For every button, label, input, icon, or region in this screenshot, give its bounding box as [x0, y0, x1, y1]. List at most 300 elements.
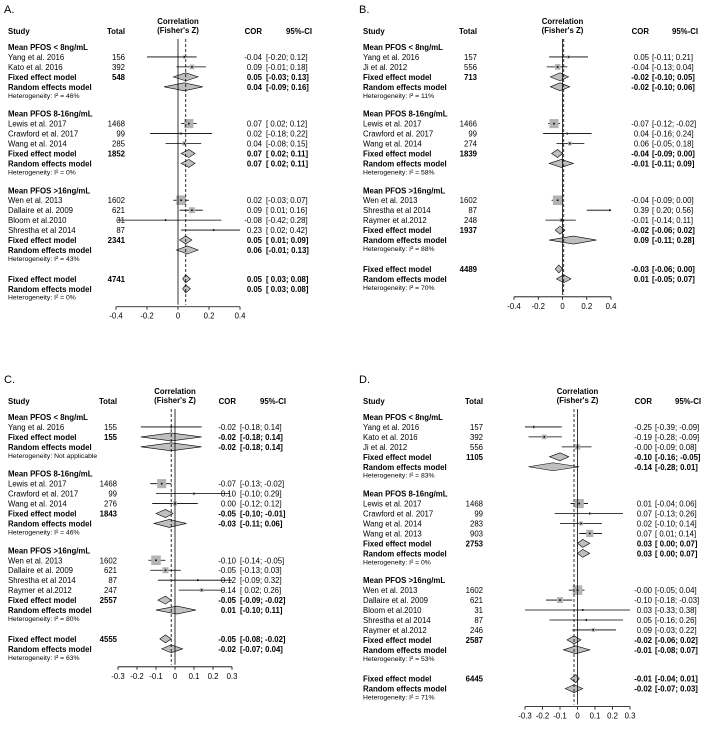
- overall-fixed-effect-cor: -0.05: [218, 634, 236, 644]
- study-point: [553, 123, 555, 125]
- header-total: Total: [458, 27, 477, 36]
- subgroup-heterogeneity: Heterogeneity: I² = 46%: [8, 529, 80, 537]
- study-cor: 0.10: [220, 489, 236, 499]
- header-ci: 95%-CI: [260, 397, 286, 406]
- subgroup-random-effects-cor: -0.02: [218, 442, 236, 452]
- subgroup-random-effects-ci: [-0.11; 0.28]: [652, 236, 695, 246]
- forest-plot-a-svg: [0, 0, 354, 369]
- subgroup-fixed-effect-total: 2341: [107, 236, 125, 246]
- subgroup-fixed-effect-total: 155: [103, 432, 117, 442]
- study-cor: -0.10: [634, 596, 652, 606]
- study-cor: 0.07: [246, 119, 262, 129]
- study-total: 99: [474, 509, 483, 519]
- study-ci: [-0.10; 0.29]: [240, 489, 282, 499]
- study-cor: -0.05: [218, 566, 236, 576]
- study-cor: -0.08: [244, 216, 262, 226]
- study-point: [589, 533, 591, 535]
- study-total: 87: [468, 206, 477, 216]
- study-total: 285: [111, 139, 125, 149]
- x-tick-label: 0: [560, 301, 565, 311]
- study-cor: -0.02: [218, 422, 236, 432]
- study-total: 99: [116, 129, 125, 139]
- x-tick-label: -0.3: [518, 711, 532, 721]
- subgroup-title: Mean PFOS 8-16ng/mL: [8, 469, 93, 479]
- study-name: Lewis et al. 2017: [363, 499, 422, 509]
- header-total: Total: [106, 27, 125, 36]
- subgroup-random-effects-diamond: [564, 646, 590, 654]
- study-name: Crawford et al. 2017: [8, 129, 79, 139]
- study-ci: [-0.33; 0.38]: [655, 606, 697, 616]
- x-tick-label: 0.1: [188, 671, 200, 681]
- subgroup-random-effects-ci: [-0.11; 0.06]: [240, 519, 283, 529]
- study-name: Shrestha et al 2014: [8, 576, 76, 586]
- x-tick-label: 0.3: [226, 671, 238, 681]
- study-name: Yang et al. 2016: [363, 422, 420, 432]
- study-total: 1602: [99, 556, 117, 566]
- panel-label: A.: [4, 4, 15, 16]
- study-total: 556: [463, 62, 477, 72]
- study-name: Yang et al. 2016: [363, 52, 420, 62]
- study-point: [165, 569, 167, 571]
- subgroup-random-effects-ci: [-0.11; 0.09]: [652, 159, 695, 169]
- study-name: Wang et al. 2013: [363, 529, 422, 539]
- study-ci: [-0.09; 0.08]: [655, 442, 697, 452]
- study-name: Kato et al. 2016: [8, 62, 63, 72]
- study-point: [557, 66, 559, 68]
- study-ci: [-0.13; -0.02]: [240, 479, 285, 489]
- study-total: 156: [111, 52, 125, 62]
- subgroup-random-effects-cor: 0.04: [246, 82, 262, 92]
- study-total: 1602: [107, 196, 125, 206]
- header-study: Study: [8, 27, 30, 36]
- header-total: Total: [98, 397, 117, 406]
- subgroup-fixed-effect-diamond: [550, 73, 568, 81]
- overall-fixed-effect-total: 6445: [465, 674, 483, 684]
- x-tick-label: 0.4: [234, 311, 246, 321]
- subgroup-random-effects-cor: 0.09: [633, 236, 649, 246]
- study-total: 621: [103, 566, 117, 576]
- overall-fixed-effect-total: 4489: [459, 264, 477, 274]
- header-fishers-z: (Fisher's Z): [154, 396, 196, 405]
- x-tick-label: -0.1: [149, 671, 163, 681]
- subgroup-fixed-effect-cor: 0.03: [636, 539, 652, 549]
- subgroup-title: Mean PFOS >16ng/mL: [8, 186, 91, 196]
- subgroup-random-effects-cor: -0.02: [631, 82, 649, 92]
- subgroup-fixed-effect-ci: [ 0.01; 0.09]: [266, 236, 309, 246]
- overall-fixed-effect-ci: [-0.08; -0.02]: [240, 634, 286, 644]
- x-tick-label: 0.2: [203, 311, 215, 321]
- study-point: [201, 589, 203, 591]
- study-cor: 0.06: [633, 139, 649, 149]
- study-name: Wen et al. 2013: [8, 556, 63, 566]
- header-correlation: Correlation: [556, 387, 599, 396]
- study-ci: [-0.04; 0.06]: [655, 499, 697, 509]
- study-point: [161, 483, 163, 485]
- subgroup-title: Mean PFOS 8-16ng/mL: [363, 109, 448, 119]
- subgroup-fixed-effect-diamond: [181, 149, 195, 157]
- study-cor: -0.10: [218, 556, 236, 566]
- header-cor: COR: [218, 397, 236, 406]
- study-cor: 0.12: [220, 576, 236, 586]
- header-cor: COR: [634, 397, 652, 406]
- study-name: Yang et al. 2016: [8, 52, 65, 62]
- study-total: 155: [103, 422, 117, 432]
- subgroup-fixed-effect-cor: -0.02: [634, 635, 652, 645]
- x-tick-label: 0.4: [605, 301, 617, 311]
- study-total: 31: [116, 216, 125, 226]
- study-point: [180, 133, 182, 135]
- study-ci: [-0.14; -0.05]: [240, 556, 285, 566]
- study-name: Raymer et al.2012: [8, 586, 72, 596]
- study-cor: -0.01: [631, 216, 649, 226]
- study-ci: [-0.10; 0.14]: [655, 519, 697, 529]
- study-total: 1468: [99, 479, 117, 489]
- overall-fixed-effect-diamond: [160, 635, 171, 643]
- study-cor: -0.25: [634, 422, 652, 432]
- subgroup-random-effects-label: Random effects model: [8, 245, 92, 255]
- study-ci: [-0.20; 0.12]: [266, 52, 308, 62]
- subgroup-random-effects-diamond: [181, 159, 195, 167]
- study-point: [155, 559, 157, 561]
- subgroup-random-effects-label: Random effects model: [8, 442, 92, 452]
- subgroup-title: Mean PFOS >16ng/mL: [8, 546, 91, 556]
- study-point: [543, 436, 545, 438]
- subgroup-heterogeneity: Heterogeneity: I² = 58%: [363, 169, 435, 177]
- study-point: [180, 199, 182, 201]
- study-total: 276: [103, 499, 117, 509]
- overall-heterogeneity: Heterogeneity: I² = 0%: [8, 294, 76, 302]
- header-correlation: Correlation: [154, 387, 196, 396]
- subgroup-random-effects-cor: -0.14: [634, 462, 652, 472]
- study-ci: [-0.16; 0.26]: [655, 615, 697, 625]
- subgroup-heterogeneity: Heterogeneity: Not applicable: [8, 452, 98, 460]
- study-ci: [-0.13; 0.03]: [240, 566, 282, 576]
- forest-plot-panel-d: [355, 370, 709, 739]
- forest-plot-b-svg: [355, 0, 709, 369]
- subgroup-random-effects-diamond: [550, 83, 569, 91]
- header-correlation: Correlation: [157, 17, 199, 26]
- header-total: Total: [464, 397, 483, 406]
- study-name: Raymer et al.2012: [363, 625, 427, 635]
- subgroup-fixed-effect-ci: [-0.10; 0.05]: [652, 72, 695, 82]
- study-point: [191, 66, 193, 68]
- subgroup-random-effects-ci: [-0.10; 0.06]: [652, 82, 695, 92]
- subgroup-random-effects-diamond: [164, 83, 203, 91]
- subgroup-fixed-effect-ci: [-0.06; 0.02]: [655, 635, 698, 645]
- subgroup-random-effects-cor: -0.01: [631, 159, 649, 169]
- study-total: 392: [111, 62, 125, 72]
- study-total: 248: [463, 216, 477, 226]
- overall-fixed-effect-label: Fixed effect model: [8, 274, 77, 284]
- x-tick-label: 0.2: [207, 671, 219, 681]
- study-total: 87: [108, 576, 117, 586]
- subgroup-random-effects-cor: 0.07: [246, 159, 262, 169]
- overall-random-effects-diamond: [162, 645, 183, 653]
- study-cor: 0.04: [246, 139, 262, 149]
- overall-random-effects-ci: [-0.07; 0.04]: [240, 644, 283, 654]
- subgroup-fixed-effect-label: Fixed effect model: [8, 72, 77, 82]
- subgroup-fixed-effect-cor: -0.02: [218, 432, 236, 442]
- study-name: Kato et al. 2016: [363, 432, 418, 442]
- study-name: Ji et al. 2012: [363, 442, 408, 452]
- subgroup-fixed-effect-label: Fixed effect model: [363, 539, 432, 549]
- overall-fixed-effect-diamond: [183, 275, 191, 283]
- study-total: 621: [469, 596, 483, 606]
- study-cor: 0.02: [246, 196, 262, 206]
- subgroup-random-effects-diamond: [578, 549, 590, 557]
- subgroup-heterogeneity: Heterogeneity: I² = 0%: [8, 169, 76, 177]
- subgroup-fixed-effect-total: 548: [111, 72, 125, 82]
- subgroup-heterogeneity: Heterogeneity: I² = 43%: [8, 255, 80, 263]
- study-ci: [-0.09; 0.00]: [652, 196, 694, 206]
- study-cor: 0.07: [636, 509, 652, 519]
- study-total: 87: [474, 615, 483, 625]
- x-tick-label: -0.4: [507, 301, 521, 311]
- subgroup-random-effects-label: Random effects model: [8, 82, 92, 92]
- subgroup-fixed-effect-label: Fixed effect model: [363, 226, 432, 236]
- subgroup-fixed-effect-label: Fixed effect model: [8, 432, 77, 442]
- overall-heterogeneity: Heterogeneity: I² = 71%: [363, 694, 435, 702]
- study-cor: -0.19: [634, 432, 652, 442]
- header-ci: 95%-CI: [675, 397, 701, 406]
- study-total: 99: [108, 489, 117, 499]
- subgroup-fixed-effect-total: 1839: [459, 149, 477, 159]
- header-fishers-z: (Fisher's Z): [157, 26, 199, 35]
- panel-label: C.: [4, 374, 15, 386]
- study-ci: [ 0.20; 0.56]: [652, 206, 694, 216]
- subgroup-random-effects-ci: [ 0.00; 0.07]: [655, 549, 698, 559]
- subgroup-random-effects-ci: [-0.10; 0.11]: [240, 606, 283, 616]
- study-point: [213, 229, 215, 231]
- study-point: [568, 56, 570, 58]
- overall-fixed-effect-ci: [-0.06; 0.00]: [652, 264, 695, 274]
- study-point: [559, 599, 561, 601]
- subgroup-fixed-effect-diamond: [158, 596, 171, 604]
- study-point: [567, 133, 569, 135]
- overall-heterogeneity: Heterogeneity: I² = 70%: [363, 284, 435, 292]
- study-point: [592, 629, 594, 631]
- study-point: [569, 143, 571, 145]
- study-name: Yang et al. 2016: [8, 422, 65, 432]
- overall-fixed-effect-total: 4555: [99, 634, 117, 644]
- x-tick-label: 0: [172, 671, 178, 681]
- study-cor: -0.00: [634, 442, 652, 452]
- forest-plot-panel-c: [0, 370, 354, 739]
- subgroup-fixed-effect-total: 1105: [466, 452, 483, 462]
- subgroup-random-effects-diamond: [549, 159, 573, 167]
- study-cor: 0.03: [636, 606, 652, 616]
- overall-fixed-effect-label: Fixed effect model: [363, 264, 432, 274]
- study-name: Bloom et al.2010: [8, 216, 67, 226]
- x-tick-label: 0.1: [589, 711, 601, 721]
- subgroup-fixed-effect-diamond: [156, 510, 173, 518]
- study-ci: [-0.13; 0.26]: [655, 509, 697, 519]
- subgroup-fixed-effect-cor: -0.05: [218, 509, 236, 519]
- subgroup-heterogeneity: Heterogeneity: I² = 53%: [363, 655, 435, 663]
- study-cor: 0.07: [636, 529, 652, 539]
- subgroup-fixed-effect-cor: -0.02: [631, 72, 649, 82]
- subgroup-fixed-effect-label: Fixed effect model: [363, 72, 432, 82]
- study-ci: [-0.08; 0.15]: [266, 139, 308, 149]
- forest-plot-panel-a: [0, 0, 354, 369]
- overall-fixed-effect-cor: -0.01: [634, 674, 652, 684]
- subgroup-heterogeneity: Heterogeneity: I² = 46%: [8, 92, 80, 100]
- study-cor: 0.39: [633, 206, 649, 216]
- study-ci: [ 0.02; 0.12]: [266, 119, 308, 129]
- study-name: Wen et al. 2013: [363, 586, 418, 596]
- study-name: Shrestha et al 2014: [363, 206, 431, 216]
- study-ci: [-0.03; 0.07]: [266, 196, 308, 206]
- study-cor: -0.00: [634, 586, 652, 596]
- x-tick-label: -0.4: [109, 311, 123, 321]
- study-name: Dallaire et al. 2009: [363, 596, 429, 606]
- header-fishers-z: (Fisher's Z): [541, 26, 584, 35]
- study-cor: 0.14: [220, 586, 236, 596]
- x-tick-label: -0.3: [111, 671, 125, 681]
- study-cor: -0.04: [631, 196, 649, 206]
- study-ci: [ 0.02; 0.26]: [240, 586, 282, 596]
- subgroup-random-effects-label: Random effects model: [363, 236, 447, 246]
- study-ci: [-0.03; 0.22]: [655, 625, 697, 635]
- study-point: [589, 513, 591, 515]
- subgroup-title: Mean PFOS < 8ng/mL: [363, 413, 443, 422]
- study-cor: 0.02: [246, 129, 262, 139]
- header-cor: COR: [244, 27, 262, 36]
- subgroup-fixed-effect-total: 1843: [99, 509, 117, 519]
- x-tick-label: -0.2: [140, 311, 154, 321]
- subgroup-fixed-effect-cor: -0.10: [634, 452, 652, 462]
- subgroup-title: Mean PFOS 8-16ng/mL: [8, 109, 93, 119]
- subgroup-title: Mean PFOS < 8ng/mL: [8, 43, 88, 52]
- subgroup-random-effects-cor: 0.03: [636, 549, 652, 559]
- study-total: 1602: [465, 586, 483, 596]
- study-ci: [-0.39; -0.09]: [655, 422, 700, 432]
- x-tick-label: 0.2: [607, 711, 618, 721]
- subgroup-random-effects-label: Random effects model: [8, 519, 92, 529]
- subgroup-random-effects-diamond: [154, 519, 186, 527]
- study-cor: 0.09: [246, 62, 262, 72]
- study-ci: [-0.16; 0.24]: [652, 129, 694, 139]
- subgroup-random-effects-ci: [-0.09; 0.16]: [266, 82, 309, 92]
- study-name: Wang et al. 2014: [8, 499, 67, 509]
- subgroup-random-effects-label: Random effects model: [363, 549, 447, 559]
- study-point: [191, 209, 193, 211]
- study-name: Raymer et al.2012: [363, 216, 427, 226]
- subgroup-fixed-effect-total: 1937: [459, 226, 477, 236]
- subgroup-fixed-effect-ci: [-0.09; -0.02]: [240, 596, 286, 606]
- header-ci: 95%-CI: [672, 27, 698, 36]
- subgroup-random-effects-label: Random effects model: [8, 606, 92, 616]
- subgroup-title: Mean PFOS 8-16ng/mL: [363, 489, 448, 499]
- study-ci: [-0.18; 0.22]: [266, 129, 308, 139]
- header-study: Study: [363, 397, 385, 406]
- study-name: Bloom et al.2010: [363, 606, 422, 616]
- subgroup-fixed-effect-label: Fixed effect model: [8, 149, 77, 159]
- study-point: [165, 219, 167, 221]
- study-point: [183, 56, 185, 58]
- subgroup-fixed-effect-diamond: [552, 149, 563, 157]
- study-total: 31: [474, 606, 483, 616]
- overall-fixed-effect-label: Fixed effect model: [8, 634, 77, 644]
- panel-label: B.: [359, 4, 370, 16]
- overall-random-effects-ci: [-0.07; 0.03]: [655, 684, 698, 694]
- overall-random-effects-diamond: [183, 285, 191, 293]
- study-total: 246: [469, 625, 483, 635]
- study-name: Wang et al. 2014: [8, 139, 67, 149]
- header-fishers-z: (Fisher's Z): [556, 396, 599, 405]
- study-name: Wang et al. 2014: [363, 519, 422, 529]
- subgroup-title: Mean PFOS < 8ng/mL: [363, 43, 443, 52]
- overall-fixed-effect-ci: [ 0.03; 0.08]: [266, 274, 309, 284]
- header-ci: 95%-CI: [286, 27, 312, 36]
- study-name: Dallaire et al. 2009: [8, 206, 74, 216]
- subgroup-random-effects-diamond: [156, 606, 196, 614]
- overall-random-effects-cor: 0.01: [633, 274, 649, 284]
- study-cor: 0.09: [636, 625, 652, 635]
- forest-plot-d-svg: [355, 370, 709, 739]
- study-cor: 0.05: [633, 52, 649, 62]
- study-name: Lewis et al. 2017: [8, 479, 67, 489]
- study-ci: [-0.11; 0.21]: [652, 52, 694, 62]
- study-cor: -0.07: [218, 479, 236, 489]
- forest-plot-c-svg: [0, 370, 354, 739]
- overall-random-effects-label: Random effects model: [8, 284, 92, 294]
- study-point: [609, 209, 611, 211]
- panel-label: D.: [359, 374, 370, 386]
- subgroup-fixed-effect-ci: [-0.03; 0.13]: [266, 72, 309, 82]
- subgroup-title: Mean PFOS >16ng/mL: [363, 186, 446, 196]
- overall-random-effects-ci: [ 0.03; 0.08]: [266, 284, 309, 294]
- study-ci: [-0.05; 0.18]: [652, 139, 694, 149]
- subgroup-random-effects-label: Random effects model: [8, 159, 92, 169]
- study-ci: [-0.28; -0.09]: [655, 432, 700, 442]
- subgroup-fixed-effect-label: Fixed effect model: [363, 452, 432, 462]
- header-cor: COR: [631, 27, 649, 36]
- subgroup-fixed-effect-cor: -0.05: [218, 596, 236, 606]
- subgroup-random-effects-ci: [-0.08; 0.07]: [655, 645, 698, 655]
- study-ci: [-0.14; 0.11]: [652, 216, 694, 226]
- subgroup-fixed-effect-label: Fixed effect model: [8, 236, 77, 246]
- x-tick-label: 0: [575, 711, 580, 721]
- study-total: 157: [463, 52, 477, 62]
- study-total: 1466: [459, 119, 477, 129]
- study-name: Crawford et al. 2017: [363, 509, 434, 519]
- subgroup-random-effects-diamond: [529, 463, 580, 471]
- subgroup-fixed-effect-label: Fixed effect model: [363, 149, 432, 159]
- study-name: Crawford et al. 2017: [8, 489, 79, 499]
- study-name: Shrestha et al 2014: [363, 615, 431, 625]
- subgroup-random-effects-label: Random effects model: [363, 82, 447, 92]
- study-total: 556: [469, 442, 483, 452]
- study-point: [560, 219, 562, 221]
- study-total: 87: [116, 226, 125, 236]
- subgroup-random-effects-diamond: [549, 236, 596, 244]
- x-tick-label: -0.2: [535, 711, 550, 721]
- study-total: 157: [469, 422, 483, 432]
- study-total: 392: [469, 432, 483, 442]
- subgroup-random-effects-ci: [-0.28; 0.01]: [655, 462, 698, 472]
- subgroup-heterogeneity: Heterogeneity: I² = 88%: [363, 245, 435, 253]
- subgroup-random-effects-cor: -0.01: [634, 645, 652, 655]
- study-point: [578, 503, 580, 505]
- overall-fixed-effect-cor: -0.03: [631, 264, 649, 274]
- subgroup-heterogeneity: Heterogeneity: I² = 0%: [363, 559, 431, 567]
- overall-fixed-effect-ci: [-0.04; 0.01]: [655, 674, 698, 684]
- overall-random-effects-cor: -0.02: [218, 644, 236, 654]
- header-study: Study: [8, 397, 30, 406]
- subgroup-heterogeneity: Heterogeneity: I² = 11%: [363, 92, 435, 100]
- subgroup-random-effects-cor: 0.06: [246, 245, 262, 255]
